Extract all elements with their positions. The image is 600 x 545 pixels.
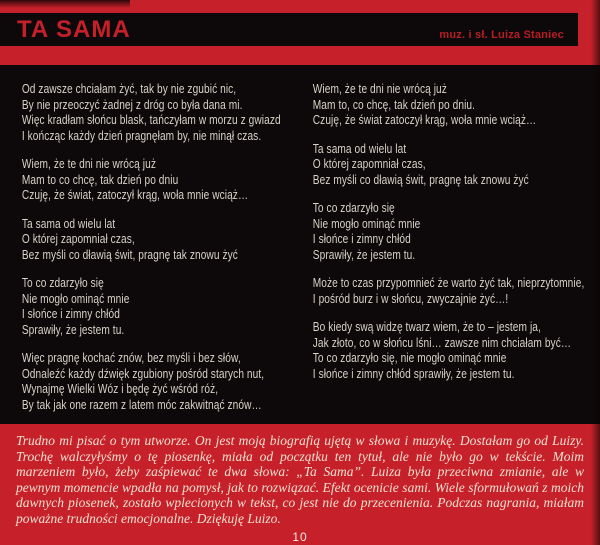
stanza: Ta sama od wielu lat O której zapomniał czas, Bez myśli co dławią świt, pragnę tak znowu żyć bbox=[21, 215, 238, 262]
stanza: To co zdarzyło się Nie mogło ominąć mnie I słońce i zimny chłód Sprawiły, że jestem tu. bbox=[21, 275, 130, 337]
page-number: 10 bbox=[292, 530, 308, 544]
stanza: Wiem, że te dni nie wrócą już Mam to, co chcę, tak dzień po dniu. Czuję, że świat zatoczył krąg, woła mnie wciąż… bbox=[312, 81, 537, 127]
lyrics-panel bbox=[0, 65, 600, 424]
stanza: Ta sama od wielu lat O której zapomniał czas, Bez myśli co dławią świt, pragnę tak znowu żyć bbox=[312, 140, 529, 187]
music-credit: muz. i sł. Luiza Staniec bbox=[439, 29, 564, 41]
stanza: Od zawsze chciałam żyć, tak by nie zgubić nic, By nie przeoczyć żadnej z dróg co była dana mi. Więc kradłam słońcu blask, tańczyłam w morzu z gwiazd I kończąc każdy dzień pragnęłam by, nie minął czas. bbox=[21, 81, 281, 143]
stanza: Wiem, że te dni nie wrócą już Mam to co chcę, tak dzień po dniu Czuję, że świat, zatoczył krąg, woła mnie wciąż… bbox=[21, 156, 249, 202]
commentary-note: Trudno mi pisać o tym utworze. On jest moją biografią ujętą w słowa i muzykę. Dostałam go od Luizy. Trochę walczyłyśmy o tę piosenkę, miała od początku ten tytuł, ale nie było go w tekście. Moim marzeniem było, żeby zaśpiewać te dwa słowa: „Ta Sama”. Luiza była przeciwna zmianie, ale w pewnym momencie wpadła na pomysł, jak to rozwiązać. Efekt ocenicie sami. Wiele sformułowań z moich dawnych piosenek, zostało wplecionych w tekst, co jest nie do przecenienia. Podczas nagrania, miałam poważne trudności emocjonalne. Dziękuję Luizo. bbox=[16, 433, 584, 526]
stanza: Bo kiedy swą widzę twarz wiem, że to – jestem ja, Jak złoto, co w słońcu lśni… zawsze nim chciałam być… To co zdarzyło się, nie mogło ominąć mnie I słońce i zimny chłód sprawiły, że jestem tu. bbox=[312, 319, 572, 381]
song-title: TA SAMA bbox=[17, 15, 131, 43]
stanza: Więc pragnę kochać znów, bez myśli i bez słów, Odnaleźć każdy dźwięk zgubiony pośród starych nut, Wynajmę Wielki Wóz i będę żyć wśród róż, By tak jak one razem z latem móc zakwitnąć znów… bbox=[21, 350, 265, 412]
lyrics-column-left bbox=[22, 81, 313, 424]
stanza: To co zdarzyło się Nie mogło ominąć mnie I słońce i zimny chłód Sprawiły, że jestem tu. bbox=[312, 200, 421, 262]
footer-note-section bbox=[0, 424, 600, 545]
scan-edge-right-shadow bbox=[591, 0, 600, 545]
scan-edge-top-shadow bbox=[0, 0, 130, 8]
lyrics-column-right bbox=[313, 81, 600, 424]
lyrics-columns bbox=[0, 65, 600, 424]
stanza: Może to czas przypomnieć że warto żyć tak, nieprzytomnie, I pośród burz i w słońcu, zwyczajnie żyć…! bbox=[312, 275, 585, 306]
header-bar bbox=[0, 13, 578, 46]
